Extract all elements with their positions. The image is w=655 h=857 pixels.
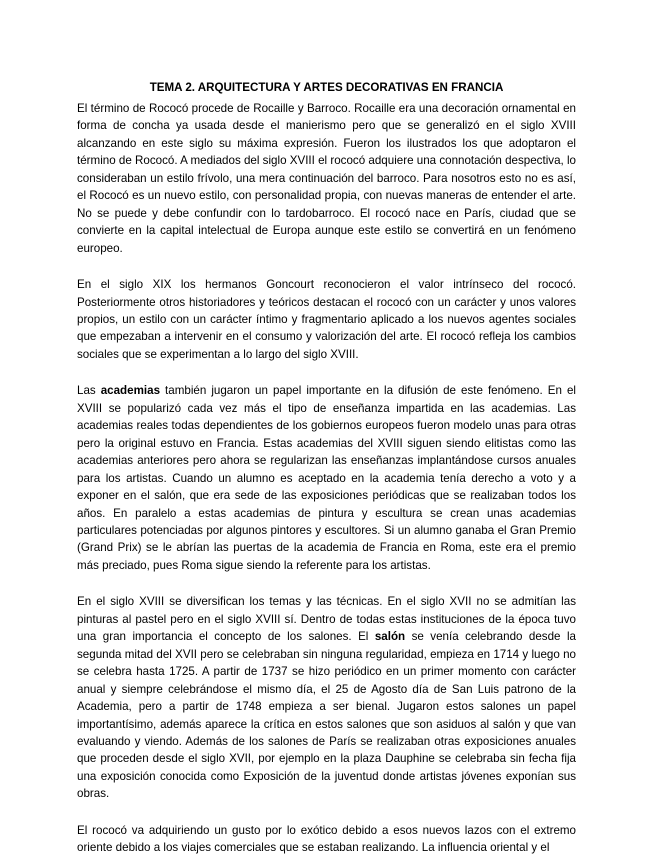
paragraph-academias (77, 382, 576, 574)
paragraph-goncourt: En el siglo XIX los hermanos Goncourt reconocieron el valor intrínseco del rococó. Posteriormente otros historiadores y teóricos destacan el rococó con un carácter y unos valores propios, un estilo con un carácter íntimo y fragmentario aplicado a los nuevos agentes sociales que empezaban a intervenir en el consumo y valorización del arte. El rococó refleja los cambios sociales que se experimentan a lo largo del siglo XVIII. (77, 278, 576, 361)
salon-term: salón (374, 630, 406, 644)
academias-term: academias (100, 384, 161, 398)
paragraph-exotic-taste: El rococó va adquiriendo un gusto por lo exótico debido a esos nuevos lazos con el extremo oriente debido a los viajes comerciales que se estaban realizando. La influencia oriental y el (77, 823, 576, 855)
paragraph-salon (77, 593, 576, 802)
paragraph-salon-intro: En el siglo XVIII se diversifican los temas y las técnicas. En el siglo XVII no se admitían las pinturas al pastel pero en el siglo XVIII sí. Dentro de todas estas instituciones de la época tuvo una gran importancia el concepto de los salones. El (77, 595, 576, 644)
paragraph-rococo-origin: El término de Rococó procede de Rocaille y Barroco. Rocaille era una decoración ornamental en forma de concha ya usada desde el manierismo pero que se generalizó en el siglo XVIII alcanzando en este siglo su máxima expresión. Fueron los ilustrados los que adoptaron el término de Rococó. A mediados del siglo XVIII el rococó adquiere una connotación despectiva, lo consideraban un estilo frívolo, una mera continuación del barroco. Para nosotros esto no es así, el Rococó es un nuevo estilo, con personalidad propia, con nuevas maneras de entender el arte. No se puede y debe confundir con lo tardobarroco. El rococó nace en París, ciudad que se convierte en la capital intelectual de Europa aunque este estilo se convertirá en un fenómeno europeo. (77, 102, 576, 255)
paragraph-academias-intro: Las (77, 384, 101, 398)
paragraph-academias-body: también jugaron un papel importante en la difusión de este fenómeno. En el XVIII se popularizó cada vez más el tipo de enseñanza impartida en las academias. Las academias reales todas dependientes de los gobiernos europeos fueron modelo unas para otras pero la original estuvo en Francia. Estas academias del XVIII siguen siendo elitistas como las academias anteriores pero ahora se regularizan las enseñanzas implantándose cursos anuales para los artistas. Cuando un alumno es aceptado en la academia tenía derecho a voto y a exponer en el salón, que era sede de las exposiciones periódicas que se realizaban todos los años. En paralelo a estas academias de pintura y escultura se crean unas academias particulares potenciadas por algunos pintores y escultores. Si un alumno ganaba el Gran Premio (Grand Prix) se le abrían las puertas de la academia de Francia en Roma, este era el premio más preciado, pues Roma sigue siendo la referente para los artistas. (77, 384, 576, 572)
document-title: TEMA 2. ARQUITECTURA Y ARTES DECORATIVAS EN FRANCIA (149, 81, 504, 94)
paragraph-salon-body: se venía celebrando desde la segunda mitad del XVII pero se celebraban sin ninguna regularidad, empieza en 1714 y luego no se celebra hasta 1725. A partir de 1737 se hizo periódico en un primer momento con carácter anual y siempre celebrándose el mismo día, el 25 de Agosto día de San Luis patrono de la Academia, pero a partir de 1748 empieza a ser bienal. Jugaron estos salones un papel importantísimo, además aparece la crítica en estos salones que son asiduos al salón y que van evaluando y viendo. Además de los salones de París se realizaban otras exposiciones anuales que proceden desde el siglo XVII, por ejemplo en la plaza Dauphine se celebraba sin fecha fija una exposición conocida como Exposición de la juventud donde artistas jóvenes exponían sus obras. (77, 630, 576, 801)
